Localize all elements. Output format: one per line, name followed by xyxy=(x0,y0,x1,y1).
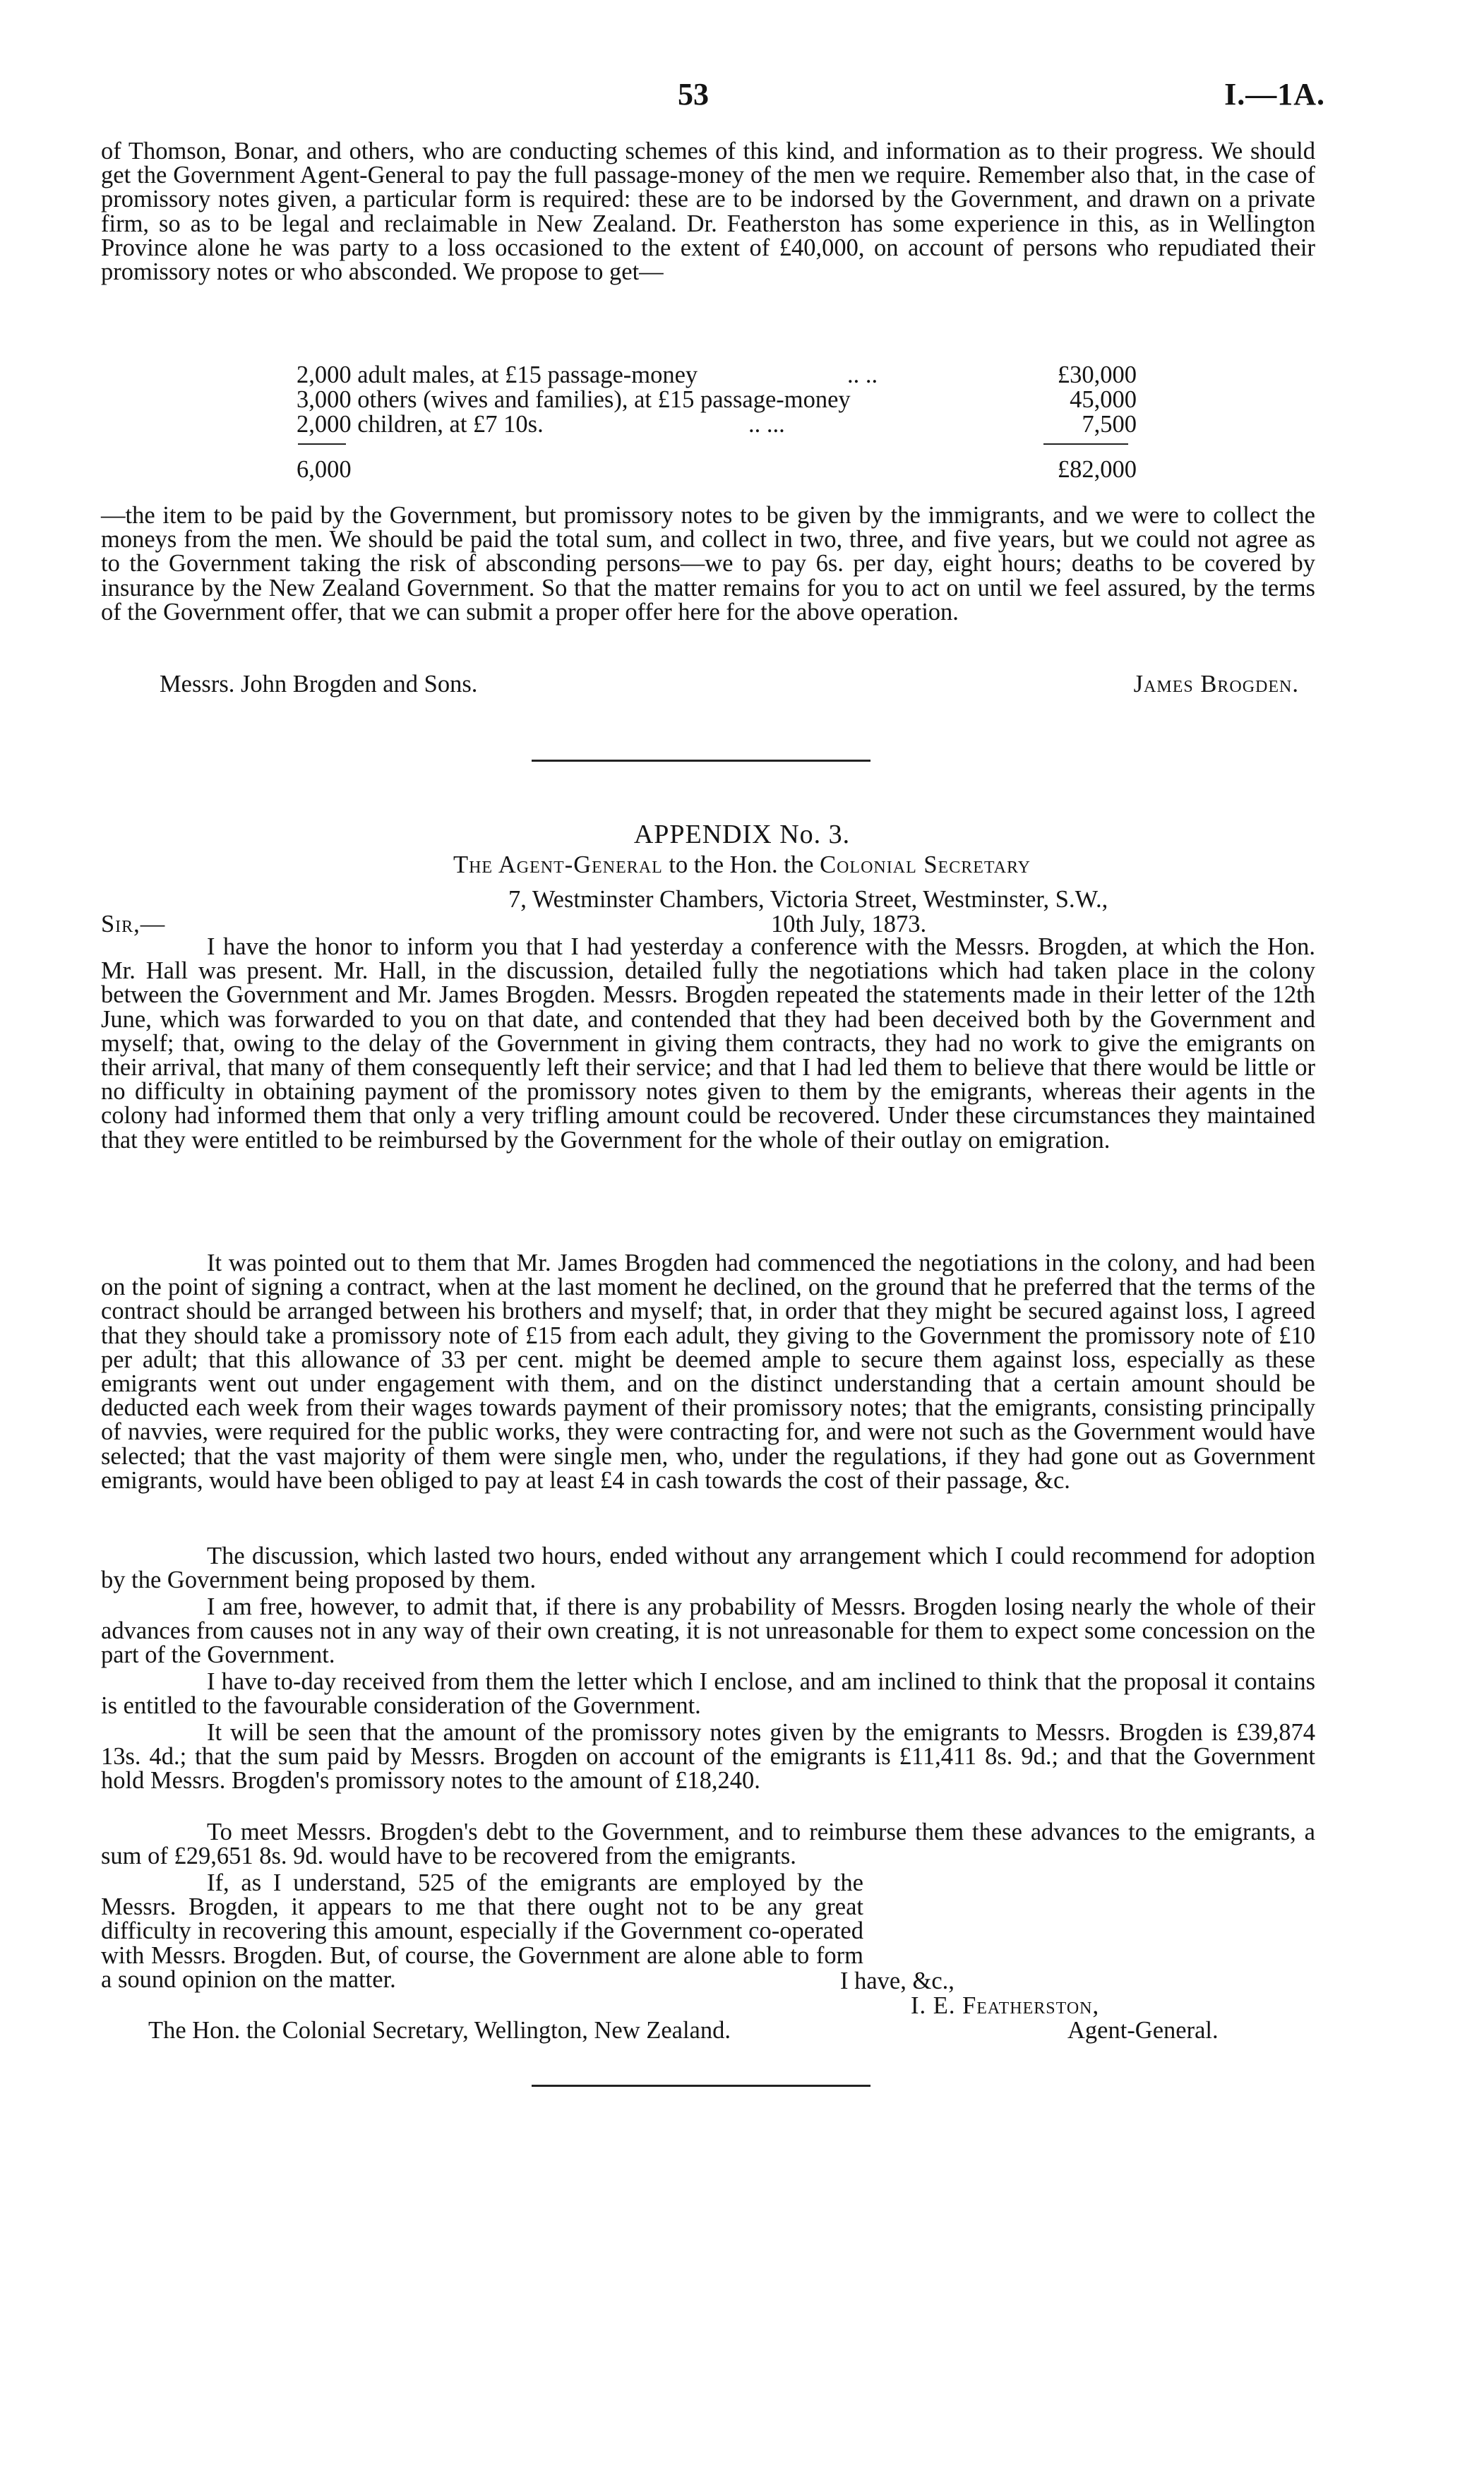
document-reference: I.—1A. xyxy=(1224,77,1325,112)
sender-address: 7, Westminster Chambers, Victoria Street, Westminster, S.W., xyxy=(508,886,1108,913)
paragraph-6: It will be seen that the amount of the promissory notes given by the emigrants to Messrs. Brogden is £39,874 13s. 4d.; that the sum paid by Messrs. Brogden on account of the emigrants is £11,411 8s. 9d.; and that the Government hold Messrs. Brogden's promissory notes to the amount of £18,240. xyxy=(101,1719,1315,1795)
appendix-title: APPENDIX No. 3. xyxy=(633,820,851,849)
row-label: 3,000 others (wives and families), at £15 passage-money xyxy=(297,386,851,413)
row-amount: 7,500 xyxy=(1082,411,1137,438)
amount-rule xyxy=(1043,443,1128,445)
appendix-subtitle xyxy=(0,851,1484,879)
letter-signature: James Brogden. xyxy=(1133,671,1299,697)
paragraph-8: If, as I understand, 525 of the emigrants are employed by the Messrs. Brogden, it appears to me that there ought not to be any great difficulty in recovering this amount, especially if the Government co-operated with Messrs. Brogden. But, of course, the Government are alone able to form a sound opinion on the matter. xyxy=(101,1869,863,1993)
paragraph-7: To meet Messrs. Brogden's debt to the Government, and to reimburse them these advances to the emigrants, a sum of £29,651 8s. 9d. would have to be recovered from the emigrants. xyxy=(101,1819,1315,1870)
paragraph-5: I have to-day received from them the letter which I enclose, and am inclined to think that the proposal it contains is entitled to the favourable consideration of the Government. xyxy=(101,1668,1315,1720)
table-row xyxy=(297,363,1137,388)
row-leader: .. ... xyxy=(748,411,785,438)
table-total-row xyxy=(297,457,1137,482)
closing: I have, &c., xyxy=(840,1968,955,1994)
subtitle-from: The Agent-General xyxy=(453,851,663,878)
row-label: 2,000 children, at £7 10s. xyxy=(297,411,544,438)
table-row xyxy=(297,388,1137,412)
count-rule xyxy=(298,443,346,445)
recipient: The Hon. the Colonial Secretary, Wellington, New Zealand. xyxy=(148,2017,731,2044)
salutation: Sir,— xyxy=(101,911,166,938)
row-leader: .. .. xyxy=(847,361,878,388)
paragraph-1: I have the honor to inform you that I had yesterday a conference with the Messrs. Brogden, at which the Hon. Mr. Hall was present. Mr. Hall, in the discussion, detailed fully the negotiations which had taken place in the colony between the Government and Mr. James Brogden. Messrs. Brogden repeated the statements made in their letter of the 12th June, which was forwarded to you on that date, and contended that they had been deceived both by the Government and myself; that, owing to the delay of the Government in giving them contracts, they had no work to give the emigrants on their arrival, that many of them consequently left their service; and that I had led them to believe that there would be little or no difficulty in obtaining payment of the promissory notes given to them by the emigrants, whereas their agents in the colony had informed them that only a very trifling amount could be recovered. Under these circumstances they maintained that they were entitled to be reimbursed by the Government for the whole of their outlay on emigration. xyxy=(101,933,1315,1154)
subtitle-mid: to the Hon. the xyxy=(662,851,820,878)
paragraph-4: I am free, however, to admit that, if there is any probability of Messrs. Brogden losing nearly the whole of their advances from causes not in any way of their own creating, it is not unreasonable for them to expect some concession on the part of the Government. xyxy=(101,1593,1315,1669)
letter-body-intro: of Thomson, Bonar, and others, who are conducting schemes of this kind, and information as to their progress. We should get the Government Agent-General to pay the full passage-money of the men we require. Remember also that, in the case of promissory notes given, a particular form is required: these are to be indorsed by the Government, and drawn on a private firm, so as to be legal and reclaimable in New Zealand. Dr. Featherston has some experience in this, as in Wellington Province alone he was party to a loss occasioned to the extent of £40,000, on account of persons who repudiated their promissory notes or who absconded. We propose to get— xyxy=(101,138,1315,286)
letter-addressee: Messrs. John Brogden and Sons. xyxy=(160,671,478,697)
signer-name: I. E. Featherston, xyxy=(911,1992,1100,2019)
section-divider xyxy=(532,760,870,762)
signer-title: Agent-General. xyxy=(1067,2017,1219,2044)
total-row xyxy=(297,457,1137,482)
paragraph-3: The discussion, which lasted two hours, ended without any arrangement which I could recommend for adoption by the Government being proposed by them. xyxy=(101,1543,1315,1594)
letter-body-continued: —the item to be paid by the Government, but promissory notes to be given by the immigrants, and we were to collect the moneys from the men. We should be paid the total sum, and collect in two, three, and five years, but we could not agree as to the Government taking the risk of absconding persons—we to pay 6s. per day, eight hours; deaths to be covered by insurance by the New Zealand Government. So that the matter remains for you to act on until we feel assured, by the terms of the Government offer, that we can submit a proper offer here for the above operation. xyxy=(101,502,1315,625)
row-amount: £30,000 xyxy=(1057,361,1137,388)
table-row xyxy=(297,412,1137,437)
row-amount: 45,000 xyxy=(1070,386,1137,413)
section-divider xyxy=(532,2085,870,2087)
letter-date: 10th July, 1873. xyxy=(771,911,927,938)
total-amount: £82,000 xyxy=(1057,456,1137,483)
subtitle-to: Colonial Secretary xyxy=(820,851,1031,878)
total-count: 6,000 xyxy=(297,456,352,483)
passage-money-table xyxy=(297,363,1137,437)
paragraph-2: It was pointed out to them that Mr. James Brogden had commenced the negotiations in the colony, and had been on the point of signing a contract, when at the last moment he declined, on the ground that he preferred that the terms of the contract should be arranged between his brothers and myself; that, in order that they might be secured against loss, I agreed that they should take a promissory note of £15 from each adult, they giving to the Government the promissory note of £10 per adult; that this allowance of 33 per cent. might be deemed ample to secure them against loss, especially as these emigrants went out under engagement with them, and on the distinct understanding that a certain amount should be deducted each week from their wages towards payment of their promissory notes; that the emigrants, consisting principally of navvies, were required for the public works, they were contracting for, and were not such as the Government would have selected; that the vast majority of them were single men, who, under the regulations, if they had gone out as Government emigrants, would have been obliged to pay at least £4 in cash towards the cost of their passage, &c. xyxy=(101,1250,1315,1494)
row-label: 2,000 adult males, at £15 passage-money xyxy=(297,361,698,388)
page-number: 53 xyxy=(678,77,709,112)
